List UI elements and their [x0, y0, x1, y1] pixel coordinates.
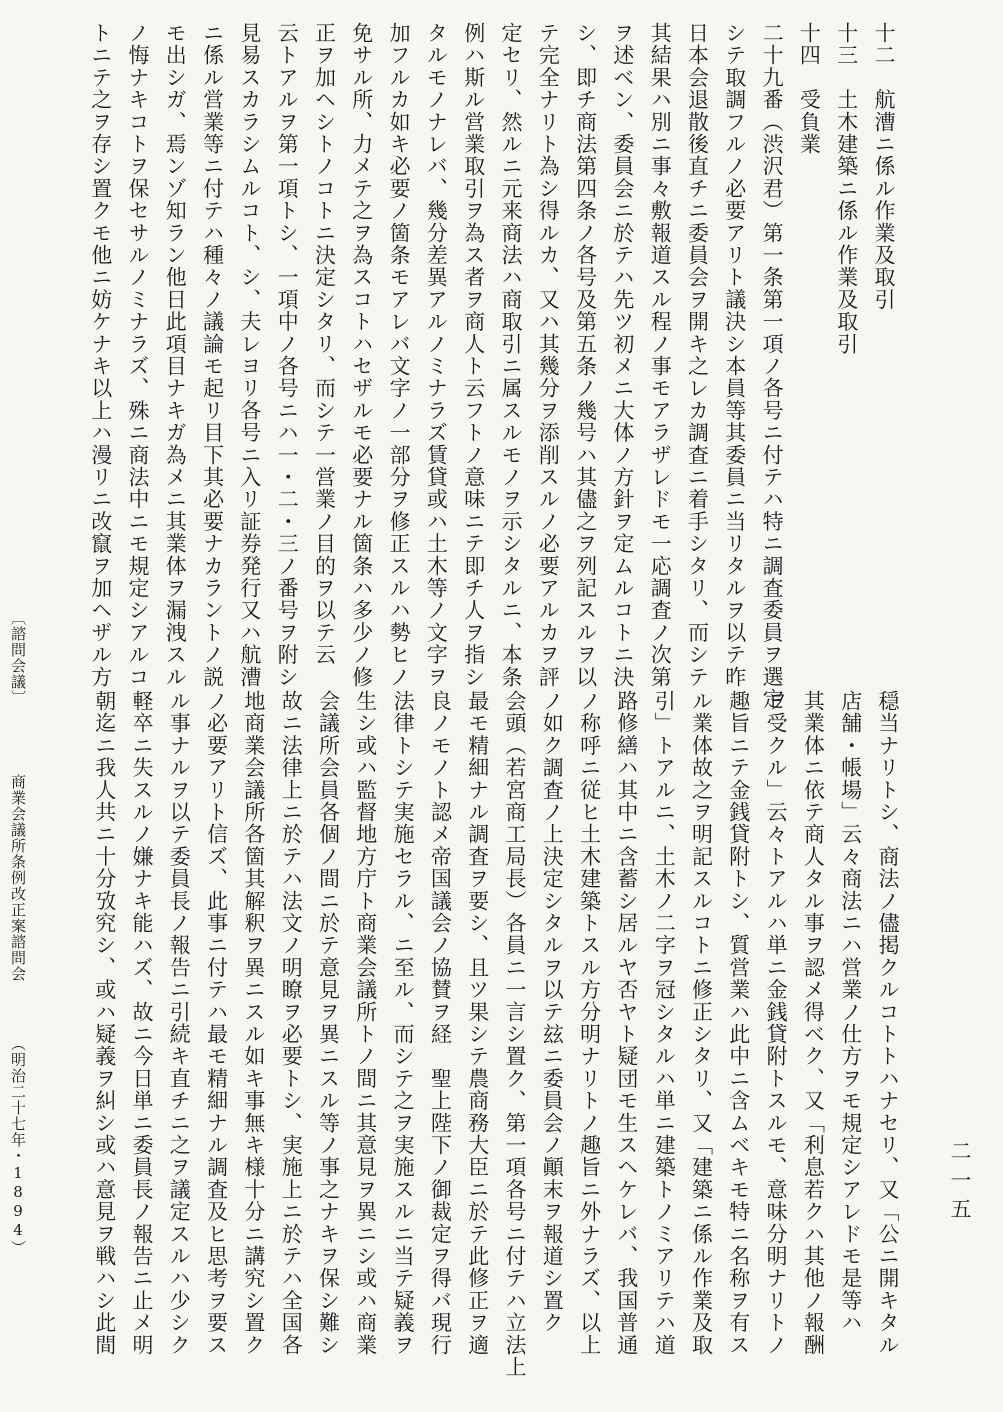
running-footer [8, 610, 29, 1256]
text-column: ノ悔ナキコトヲ保セサルノミナラズ、殊ニ商法中ニモ規定シアルコ [126, 22, 150, 688]
text-column: ニ係ル営業等ニ付テハ種々ノ議論モ起リ目下其必要ナカラントノ説 [200, 22, 225, 688]
text-column: 加フルカ如キ必要ノ箇条モアレバ文字ノ一部分ヲ修正スルハ勢ヒノ [387, 22, 412, 688]
text-column: 故ニ法律上ニ於テハ法文ノ明瞭ヲ必要トシ、実施上ニ於テハ全国各 [279, 690, 304, 1356]
text-column: ノ必要アリト信ズ、此事ニ付テハ最モ精細ナル調査及ヒ思考ヲ要ス [204, 690, 229, 1356]
text-column: 趣旨ニテ金銭貸附トシ、質営業ハ此中ニ含ムベキモ特ニ名称ヲ有ス [726, 690, 751, 1356]
text-column: 地商業会議所各箇其解釈ヲ異ニスル如キ事無キ様十分ニ講究シ置ク [241, 690, 266, 1356]
text-column: 云トアルヲ第一項トシ、一項中ノ各号ニハ一・二・三ノ番号ヲ附シ [275, 22, 300, 688]
text-column: 十二 航漕ニ係ル作業及取引 [872, 22, 896, 311]
text-column: 十三 土木建築ニ係ル作業及取引 [834, 22, 859, 355]
text-column: 最モ精細ナル調査ヲ要シ、且ツ果シテ農商務大臣ニ於テ此修正ヲ適 [465, 690, 490, 1356]
text-column: トニテ之ヲ存シ置クモ他ニ妨ケナキ以上ハ漫リニ改竄ヲ加ヘザル方 [88, 22, 113, 688]
text-column: 会議所会員各個ノ間ニ於テ意見ヲ異ニスル等ノ事之ナキヲ保シ難シ [316, 690, 341, 1356]
text-column: 定セリ、然ルニ元来商法ハ商取引ニ属スルモノヲ示シタルニ、本条 [499, 22, 523, 688]
footer-era: （明治二十七年・1894） [9, 1036, 27, 1256]
text-column: ノ称呼ニ従ヒ土木建築トスル方分明ナリトノ趣旨ニ外ナラズ、以上 [577, 690, 602, 1356]
text-column: 免サル所、力メテ之ヲ為スコトハセザルモ必要ナル箇条ハ多少ノ修 [349, 22, 374, 688]
text-column: ノ如ク調査ノ上決定シタルヲ以テ玆ニ委員会ノ顚末ヲ報道シ置ク [540, 690, 565, 1334]
text-column: ヲ受クル」云々トアルハ単ニ金銭貸附トスルモ、意味分明ナリトノ [764, 690, 789, 1356]
text-column: 例ハ斯ル営業取引ヲ為ス者ヲ商人ト云フトノ意味ニテ即チ人ヲ指シ [461, 22, 486, 688]
text-column: ル事ナルヲ以テ委員長ノ報告ニ引続キ直チニ之ヲ議定スルハ少シク [167, 690, 192, 1356]
text-column: ル業体故之ヲ明記スルコトニ修正シタリ、又「建築ニ係ル作業及取 [689, 690, 714, 1356]
text-column: タルモノナレバ、幾分差異アルノミナラズ賃貸或ハ土木等ノ文字ヲ [424, 22, 449, 688]
text-column: 引」トアルニ、土木ノ二字ヲ冠シタルハ単ニ建築トノミアリテハ道 [652, 690, 677, 1356]
text-column: 法律トシテ実施セラル、ニ至ル、而シテ之ヲ実施スルニ当テ疑義ヲ [391, 690, 416, 1356]
page-number: 二一五 [948, 1140, 972, 1227]
text-column: モ出シガ、焉ンゾ知ラン他日此項目ナキガ為メニ其業体ヲ漏洩スル [163, 22, 188, 688]
text-column: 其結果ハ別ニ事々敷報道スル程ノ事モアラザレドモ一応調査ノ次第 [648, 22, 673, 688]
text-column: 正ヲ加ヘシトノコトニ決定シタリ、而シテ一営業ノ目的ヲ以テ云 [312, 22, 337, 666]
text-column: 路修繕ハ其中ニ含蓄シ居ルヤ否ヤト疑団モ生スヘケレバ、我国普通 [614, 690, 639, 1356]
footer-title: 商業会議所条例改正案諮問会 [9, 774, 27, 982]
text-column: 良ノモノト認メ帝国議会ノ協賛ヲ経 聖上陛下ノ御裁定ヲ得バ現行 [428, 690, 453, 1356]
text-column: 見易スカラシムルコト、シ、夫レヨリ各号ニ入リ証券発行又ハ航漕 [237, 22, 262, 688]
text-column: 日本会退散後直チニ委員会ヲ開キ之レカ調査ニ着手シタリ、而シテ [685, 22, 710, 688]
text-column: シテ取調フルノ必要アリト議決シ本員等其委員ニ当リタルヲ以テ昨 [722, 22, 747, 688]
text-column: テ完全ナリト為シ得ルカ、又ハ其幾分ヲ添削スルノ必要アルカヲ評 [536, 22, 561, 688]
text-column: 会頭（若宮商工局長）各員ニ一言シ置ク、第一項各号ニ付テハ立法上 [503, 690, 527, 1379]
text-column: 十四 受負業 [797, 22, 822, 156]
text-column: 穏当ナリトシ、商法ノ儘掲クルコトトハナセリ、又「公ニ開キタル [876, 690, 900, 1356]
text-column: ヲ述ベン、委員会ニ於テハ先ツ初メニ大体ノ方針ヲ定ムルコトニ決 [610, 22, 635, 688]
text-column: 其業体ニ依テ商人タル事ヲ認メ得ベク、又「利息若クハ其他ノ報酬 [801, 690, 826, 1356]
footer-label: 〔諮問会議〕 [9, 610, 27, 706]
text-column: 軽卒ニ失スルノ嫌ナキ能ハズ、故ニ今日単ニ委員長ノ報告ニ止メ明 [130, 690, 154, 1356]
text-column: 店舗・帳場」云々商法ニハ営業ノ仕方ヲモ規定シアレドモ是等ハ [838, 690, 863, 1334]
text-column: シ、即チ商法第四条ノ各号及第五条ノ幾号ハ其儘之ヲ列記スルヲ以 [573, 22, 598, 688]
text-column: 二十九番（渋沢君）第一条第一項ノ各号ニ付テハ特ニ調査委員ヲ選定 [760, 22, 785, 711]
text-column: 朝迄ニ我人共ニ十分攷究シ、或ハ疑義ヲ糾シ或ハ意見ヲ戦ハシ此間 [92, 690, 117, 1357]
text-column: 生シ或ハ監督地方庁ト商業会議所トノ間ニ其意見ヲ異ニシ或ハ商業 [353, 690, 378, 1356]
